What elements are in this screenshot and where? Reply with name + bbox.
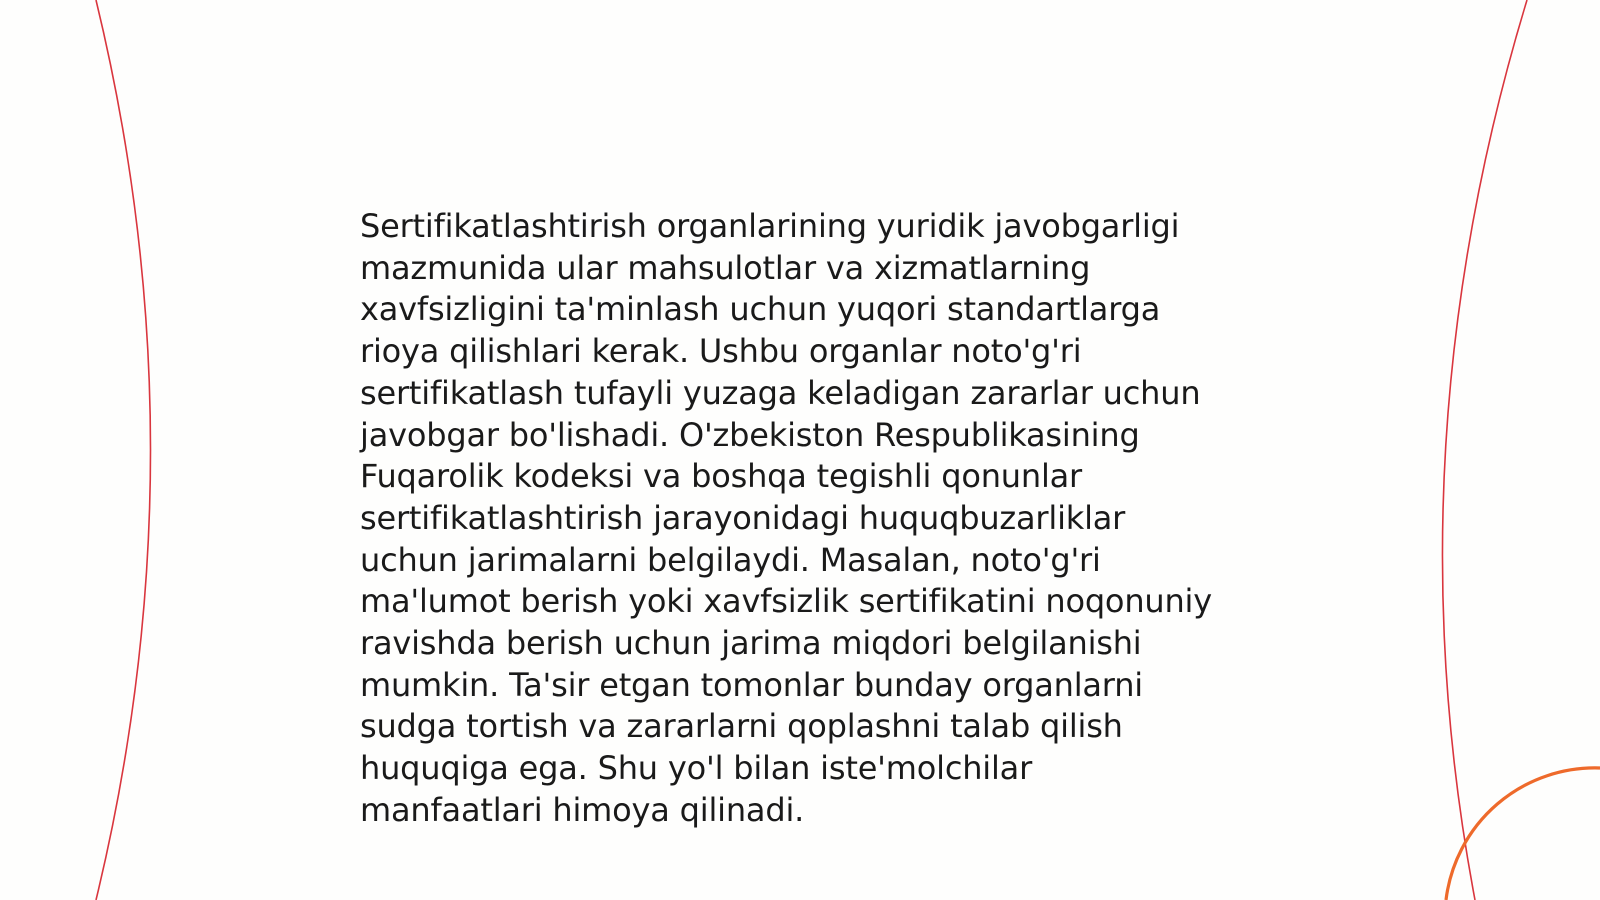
paragraph-line: sertifikatlash tufayli yuzaga keladigan zararlar uchun <box>360 373 1201 412</box>
orange-accent-arc <box>1446 768 1600 900</box>
paragraph-line: manfaatlari himoya qilinadi. <box>360 790 805 829</box>
paragraph-line: ravishda berish uchun jarima miqdori belgilanishi <box>360 624 1142 663</box>
paragraph-line: sudga tortish va zararlarni qoplashni talab qilish <box>360 707 1123 746</box>
paragraph-line: javobgar bo'lishadi. O'zbekiston Respublikasining <box>360 415 1140 454</box>
paragraph-line: Sertifikatlashtirish organlarining yuridik javobgarligi <box>360 207 1180 245</box>
right-curve-line <box>1442 0 1527 900</box>
paragraph-line: mumkin. Ta'sir etgan tomonlar bunday organlarni <box>360 665 1143 704</box>
paragraph-line: ma'lumot berish yoki xavfsizlik sertifikatini noqonuniy <box>360 582 1212 621</box>
left-curve-line <box>96 0 151 900</box>
paragraph-line: mazmunida ular mahsulotlar va xizmatlarning <box>360 248 1091 287</box>
paragraph-line: huquqiga ega. Shu yo'l bilan iste'molchilar <box>360 749 1033 788</box>
paragraph-line: uchun jarimalarni belgilaydi. Masalan, noto'g'ri <box>360 540 1101 579</box>
main-paragraph <box>360 206 1240 832</box>
paragraph-line: xavfsizligini ta'minlash uchun yuqori standartlarga <box>360 290 1161 329</box>
paragraph-line: Fuqarolik kodeksi va boshqa tegishli qonunlar <box>360 457 1083 496</box>
paragraph-line: sertifikatlashtirish jarayonidagi huquqbuzarliklar <box>360 498 1126 537</box>
paragraph-line: rioya qilishlari kerak. Ushbu organlar noto'g'ri <box>360 332 1082 371</box>
